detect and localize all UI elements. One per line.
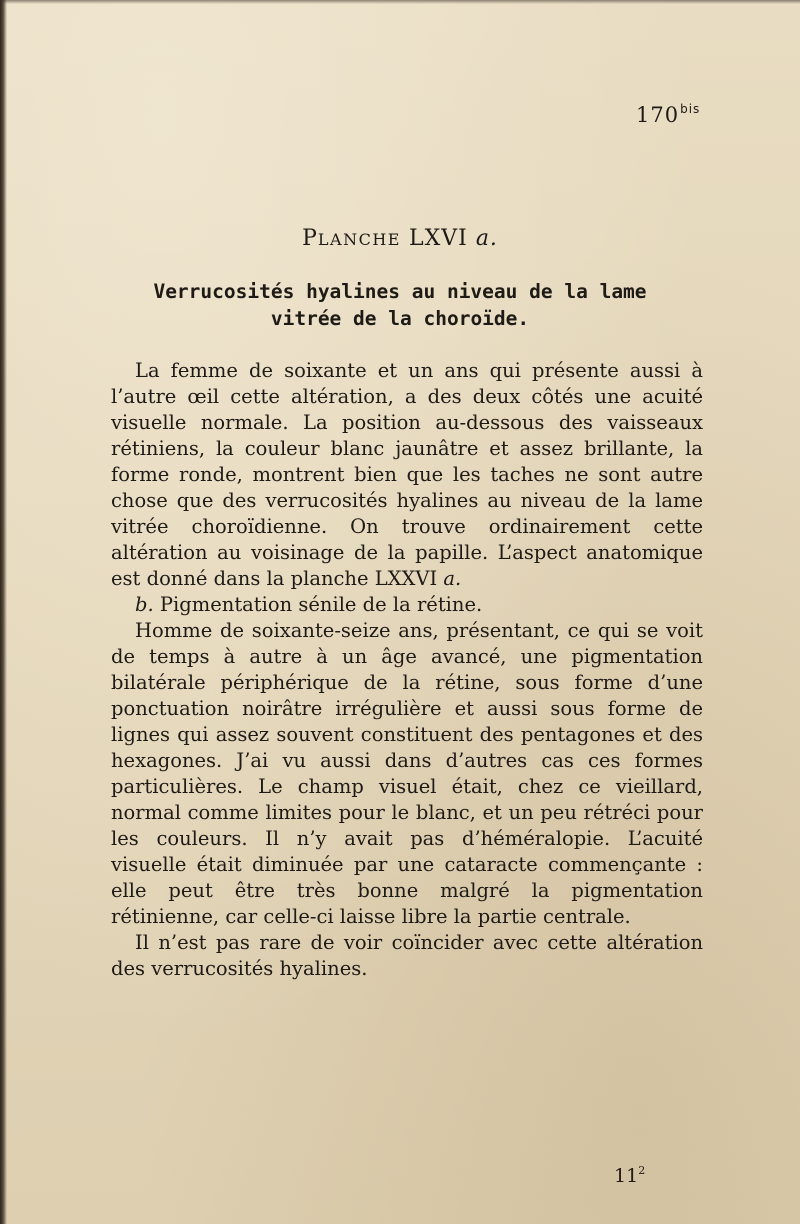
page-number-suffix: bis — [680, 102, 701, 116]
plate-title-initial: P — [302, 226, 318, 251]
paragraph-4: Il n’est pas rare de voir coïncider avec cette altération des verrucosités hyalines. — [111, 931, 703, 980]
plate-title — [0, 226, 800, 251]
paragraph-2-heading — [111, 592, 703, 618]
paragraph-1-text: La femme de soixante et un ans qui présente aussi à l’autre œil cette altération, a des deux côtés une acuité visuelle normale. La position au-dessous des vaisseaux rétiniens, la couleur blanc jaunâtre et assez brillante, la forme ronde, montrent bien que les taches ne sont autre chose que des verrucosités hyalines au niveau de la lame vitrée choroïdienne. On trouve ordinairement cette altération au voisinage de la papille. L’aspect anatomique est donné dans la planche LXXVI — [111, 359, 703, 590]
paragraph-3: Homme de soixante-seize ans, présentant, ce qui se voit de temps à autre à un âge avancé, une pigmentation bilatérale périphérique de la rétine, sous forme d’une ponctuation noirâtre irrégulière et aussi sous forme de lignes qui assez souvent constituent des pentagones et des hexagones. J’ai vu aussi dans d’autres cas ces formes particulières. Le champ visuel était, chez ce vieillard, normal comme limites pour le blanc, et un peu rétréci pour les couleurs. Il n’y avait pas d’héméralopie. L’acuité visuelle était diminuée par une cataracte commençante : elle peut être très bonne malgré la pigmentation rétinienne, car celle-ci laisse libre la partie centrale. — [111, 619, 703, 928]
page-number — [636, 102, 700, 127]
plate-subtitle-line-1: Verrucosités hyalines au niveau de la lame — [153, 280, 647, 303]
paragraph-1-plate-ref: a. — [443, 567, 462, 590]
plate-title-number: LXVI — [408, 226, 468, 251]
page-binding-edge — [0, 0, 7, 1224]
plate-title-letter: a. — [475, 226, 498, 251]
plate-subtitle — [0, 278, 800, 332]
section-b-title: Pigmentation sénile de la rétine. — [159, 593, 483, 616]
plate-title-word: LANCHE — [317, 230, 401, 249]
signature-number: 11 — [614, 1165, 639, 1187]
section-b-label: b. — [135, 593, 154, 616]
body-text — [111, 358, 703, 982]
signature-superscript: 2 — [638, 1164, 646, 1177]
page-top-shadow — [0, 0, 800, 4]
plate-subtitle-line-2: vitrée de la choroïde. — [270, 307, 530, 330]
printer-signature-mark — [614, 1164, 645, 1187]
paragraph-1 — [111, 358, 703, 592]
page-number-value: 170 — [636, 103, 680, 127]
